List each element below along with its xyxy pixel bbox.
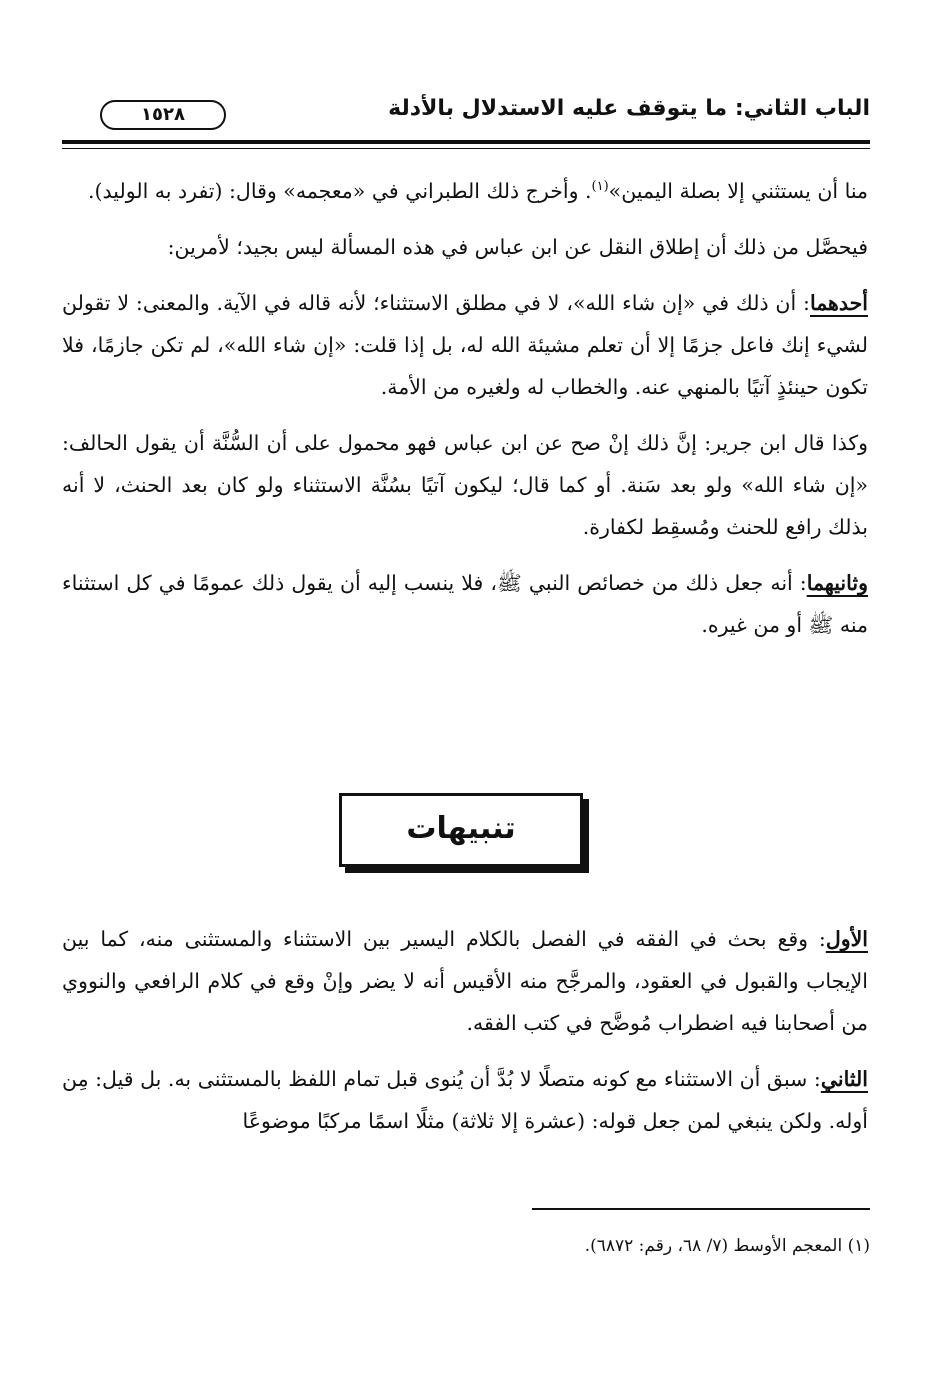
page-header <box>62 92 870 140</box>
note-text: : سبق أن الاستثناء مع كونه متصلًا لا بُدَّ أن يُنوى قبل تمام اللفظ بالمستثنى به. بل قيل: مِن أوله. ولكن ينبغي لمن جعل قوله: (عشرة إلا ثلاثة) مثلًا اسمًا مركبًا موضوعًا <box>62 1067 868 1133</box>
paragraph <box>62 562 868 646</box>
header-rule-thick <box>62 140 870 144</box>
paragraph <box>62 1058 868 1142</box>
main-text <box>62 170 868 660</box>
paragraph-label: أحدهما <box>809 291 868 315</box>
paragraph-label: وثانيهما <box>806 571 868 595</box>
header-rule-thin <box>62 148 870 149</box>
paragraph-text: : أن ذلك في «إن شاء الله»، لا في مطلق الاستثناء؛ لأنه قاله في الآية. والمعنى: لا تقولن لشيء إنك فاعل جزمًا إلا أن تعلم مشيئة الله له، بل إذا قلت: «إن شاء الله»، لم تكن جازمًا، فلا تكون حينئذٍ آتيًا بالمنهي عنه. والخطاب له ولغيره من الأمة. <box>62 291 868 399</box>
page-number: ١٥٢٨ <box>100 100 226 130</box>
paragraph <box>62 282 868 408</box>
paragraph-text: وكذا قال ابن جرير: إنَّ ذلك إنْ صح عن ابن عباس فهو محمول على أن السُّنَّة أن يقول الحالف: «إن شاء الله» ولو بعد سَنة. أو كما قال؛ ليكون آتيًا بسُنَّة الاستثناء ولو كان بعد الحنث، لا أنه بذلك رافع للحنث ومُسقِط لكفارة. <box>62 431 868 539</box>
paragraph-text: : أنه جعل ذلك من خصائص النبي ﷺ، فلا ينسب إليه أن يقول ذلك عمومًا في كل استثناء منه ﷺ أو من غيره. <box>62 571 868 637</box>
section-heading: تنبيهات <box>339 793 583 867</box>
footnote: (١) المعجم الأوسط (٧/ ٦٨، رقم: ٦٨٧٢). <box>584 1236 870 1256</box>
footnote-rule <box>532 1208 870 1210</box>
paragraph-text: فيحصَّل من ذلك أن إطلاق النقل عن ابن عباس في هذه المسألة ليس بجيد؛ لأمرين: <box>167 235 868 259</box>
note-text: : وقع بحث في الفقه في الفصل بالكلام اليسير بين الاستثناء والمستثنى منه، كما بين الإيجاب والقبول في العقود، والمرجَّح منه الأقيس أنه لا يضر وإنْ وقع في كلام الرافعي والنووي من أصحابنا فيه اضطراب مُوضَّح في كتب الفقه. <box>62 927 868 1035</box>
note-label: الأول <box>825 927 868 951</box>
paragraph-text: منا أن يستثني إلا بصلة اليمين» <box>608 179 868 203</box>
notes-text <box>62 918 868 1156</box>
chapter-title: الباب الثاني: ما يتوقف عليه الاستدلال بالأدلة <box>388 96 870 121</box>
paragraph <box>62 918 868 1044</box>
paragraph <box>62 226 868 268</box>
paragraph-text: . وأخرج ذلك الطبراني في «معجمه» وقال: (تفرد به الوليد). <box>88 179 592 203</box>
footnote-ref: (١) <box>591 179 609 195</box>
paragraph <box>62 422 868 548</box>
note-label: الثاني <box>820 1067 868 1091</box>
paragraph <box>62 170 868 212</box>
